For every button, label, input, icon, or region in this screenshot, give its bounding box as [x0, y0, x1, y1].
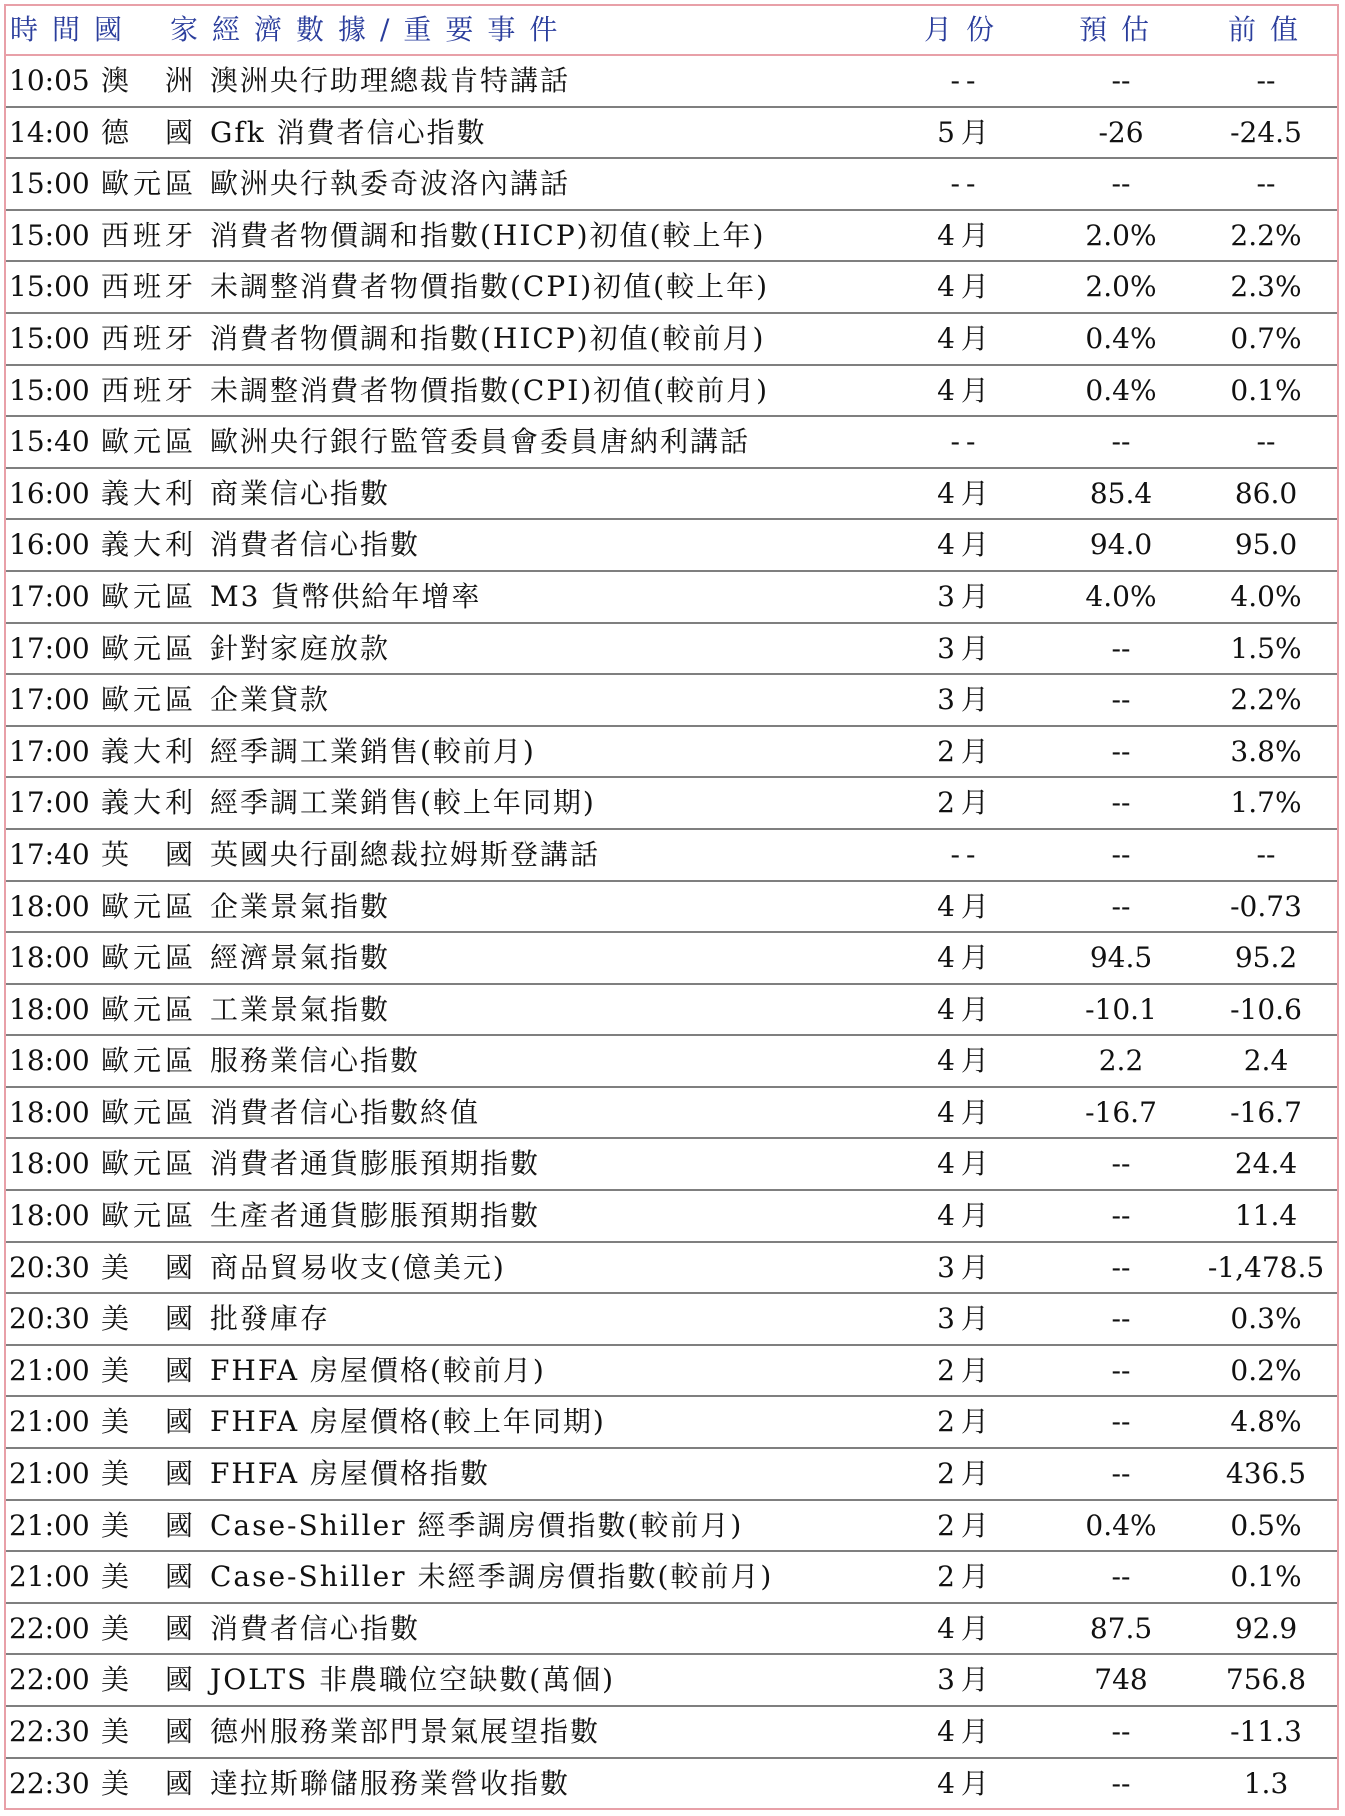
event-cell: 商業信心指數	[210, 476, 391, 510]
table-row	[6, 830, 1337, 882]
time-cell: 18:00	[9, 1044, 90, 1078]
event-cell: FHFA 房屋價格指數	[210, 1457, 490, 1491]
country-cell: 美 國	[101, 1353, 198, 1387]
country-cell: 義大利	[101, 786, 198, 820]
table-row	[6, 1036, 1337, 1088]
month-cell: 2月	[937, 1508, 995, 1542]
table-row	[6, 1191, 1337, 1243]
time-cell: 21:00	[9, 1405, 90, 1439]
forecast-cell: --	[1111, 1250, 1131, 1284]
header-month: 月份	[924, 13, 1009, 46]
country-cell: 西班牙	[101, 321, 198, 355]
previous-cell: 95.2	[1234, 941, 1298, 975]
forecast-cell: -26	[1098, 115, 1144, 149]
previous-cell: 4.8%	[1230, 1405, 1302, 1439]
table-row	[6, 1139, 1337, 1191]
table-row	[6, 1604, 1337, 1656]
header-forecast: 預估	[1079, 13, 1164, 46]
table-row	[6, 211, 1337, 263]
forecast-cell: --	[1111, 1715, 1131, 1748]
table-row	[6, 1552, 1337, 1604]
forecast-cell: 94.5	[1089, 941, 1153, 975]
previous-cell: 0.3%	[1230, 1302, 1302, 1336]
previous-cell: 436.5	[1225, 1457, 1307, 1491]
time-cell: 15:00	[9, 167, 90, 201]
forecast-cell: 2.2	[1098, 1044, 1144, 1078]
country-cell: 西班牙	[101, 218, 198, 252]
event-cell: JOLTS 非農職位空缺數(萬個)	[210, 1663, 616, 1697]
table-row	[6, 56, 1337, 108]
time-cell: 15:00	[9, 321, 90, 355]
forecast-cell: -16.7	[1085, 1095, 1157, 1129]
forecast-cell: 4.0%	[1085, 579, 1157, 613]
event-cell: 消費者信心指數終值	[210, 1095, 481, 1129]
month-cell: 4月	[937, 1766, 995, 1800]
forecast-cell: --	[1111, 837, 1131, 871]
forecast-cell: --	[1111, 1353, 1131, 1387]
country-cell: 西班牙	[101, 270, 198, 304]
time-cell: 21:00	[9, 1508, 90, 1542]
forecast-cell: 2.0%	[1085, 218, 1157, 252]
month-cell: 4月	[937, 1095, 995, 1129]
time-cell: 15:00	[9, 373, 90, 407]
forecast-cell: --	[1111, 425, 1131, 459]
previous-cell: 24.4	[1234, 1147, 1298, 1181]
previous-cell: 2.2%	[1230, 683, 1302, 717]
previous-cell: --	[1256, 64, 1276, 97]
table-header	[6, 6, 1337, 56]
table-row	[6, 159, 1337, 211]
previous-cell: 4.0%	[1230, 579, 1302, 613]
forecast-cell: --	[1111, 631, 1131, 665]
month-cell: 2月	[937, 734, 995, 768]
table-body	[6, 56, 1337, 1810]
event-cell: FHFA 房屋價格(較上年同期)	[210, 1405, 606, 1439]
forecast-cell: --	[1111, 1405, 1131, 1439]
month-cell: 4月	[937, 373, 995, 407]
event-cell: 批發庫存	[210, 1302, 331, 1336]
country-cell: 歐元區	[101, 1044, 198, 1078]
month-cell: 2月	[937, 1353, 995, 1387]
forecast-cell: --	[1111, 1147, 1131, 1181]
previous-cell: -16.7	[1230, 1095, 1302, 1129]
month-cell: --	[950, 167, 982, 201]
time-cell: 21:00	[9, 1560, 90, 1594]
table-row	[6, 675, 1337, 727]
country-cell: 美 國	[101, 1457, 198, 1491]
time-cell: 17:00	[9, 786, 90, 820]
previous-cell: 86.0	[1234, 476, 1298, 510]
month-cell: 3月	[937, 631, 995, 665]
previous-cell: -10.6	[1230, 992, 1302, 1026]
previous-cell: 0.2%	[1230, 1353, 1302, 1387]
time-cell: 15:00	[9, 218, 90, 252]
previous-cell: --	[1256, 837, 1276, 871]
time-cell: 22:30	[9, 1766, 90, 1800]
event-cell: Gfk 消費者信心指數	[210, 115, 487, 149]
time-cell: 22:30	[9, 1715, 90, 1748]
forecast-cell: --	[1111, 1560, 1131, 1594]
time-cell: 21:00	[9, 1353, 90, 1387]
time-cell: 10:05	[9, 64, 90, 97]
month-cell: 4月	[937, 270, 995, 304]
previous-cell: --	[1256, 167, 1276, 201]
forecast-cell: --	[1111, 734, 1131, 768]
country-cell: 美 國	[101, 1250, 198, 1284]
event-cell: 歐洲央行執委奇波洛內講話	[210, 167, 571, 201]
forecast-cell: --	[1111, 786, 1131, 820]
country-cell: 美 國	[101, 1560, 198, 1594]
time-cell: 18:00	[9, 1095, 90, 1129]
event-cell: FHFA 房屋價格(較前月)	[210, 1353, 546, 1387]
previous-cell: 0.1%	[1230, 1560, 1302, 1594]
table-row	[6, 624, 1337, 676]
country-cell: 美 國	[101, 1766, 198, 1800]
month-cell: 4月	[937, 1044, 995, 1078]
event-cell: 消費者通貨膨脹預期指數	[210, 1147, 541, 1181]
month-cell: 2月	[937, 1457, 995, 1491]
country-cell: 澳 洲	[101, 64, 198, 97]
previous-cell: 2.3%	[1230, 270, 1302, 304]
time-cell: 17:40	[9, 837, 90, 871]
table-row	[6, 727, 1337, 779]
previous-cell: --	[1256, 425, 1276, 459]
previous-cell: 0.5%	[1230, 1508, 1302, 1542]
event-cell: 消費者物價調和指數(HICP)初值(較上年)	[210, 218, 766, 252]
header-event: 家經濟數據/重要事件	[170, 13, 572, 46]
month-cell: 4月	[937, 476, 995, 510]
previous-cell: -0.73	[1230, 889, 1302, 923]
month-cell: 4月	[937, 941, 995, 975]
table-row	[6, 314, 1337, 366]
month-cell: 4月	[937, 528, 995, 562]
month-cell: 3月	[937, 683, 995, 717]
forecast-cell: 2.0%	[1085, 270, 1157, 304]
country-cell: 義大利	[101, 734, 198, 768]
country-cell: 歐元區	[101, 579, 198, 613]
time-cell: 17:00	[9, 579, 90, 613]
previous-cell: 756.8	[1225, 1663, 1307, 1697]
country-cell: 歐元區	[101, 425, 198, 459]
time-cell: 18:00	[9, 1147, 90, 1181]
table-row	[6, 417, 1337, 469]
table-row	[6, 520, 1337, 572]
time-cell: 18:00	[9, 941, 90, 975]
time-cell: 16:00	[9, 528, 90, 562]
time-cell: 17:00	[9, 734, 90, 768]
country-cell: 美 國	[101, 1302, 198, 1336]
forecast-cell: 0.4%	[1085, 1508, 1157, 1542]
event-cell: 商品貿易收支(億美元)	[210, 1250, 506, 1284]
table-row	[6, 1759, 1337, 1811]
table-row	[6, 1294, 1337, 1346]
month-cell: --	[950, 837, 982, 871]
month-cell: --	[950, 64, 982, 97]
time-cell: 18:00	[9, 992, 90, 1026]
forecast-cell: --	[1111, 1766, 1131, 1800]
forecast-cell: --	[1111, 1199, 1131, 1233]
event-cell: 澳洲央行助理總裁肯特講話	[210, 64, 571, 97]
month-cell: 4月	[937, 1199, 995, 1233]
event-cell: 企業景氣指數	[210, 889, 391, 923]
country-cell: 英 國	[101, 837, 198, 871]
country-cell: 歐元區	[101, 992, 198, 1026]
event-cell: 德州服務業部門景氣展望指數	[210, 1715, 601, 1748]
table-row	[6, 882, 1337, 934]
forecast-cell: 748	[1094, 1663, 1148, 1697]
table-row	[6, 1707, 1337, 1759]
country-cell: 歐元區	[101, 167, 198, 201]
event-cell: 英國央行副總裁拉姆斯登講話	[210, 837, 601, 871]
table-row	[6, 1449, 1337, 1501]
event-cell: 消費者物價調和指數(HICP)初值(較前月)	[210, 321, 766, 355]
previous-cell: 1.7%	[1230, 786, 1302, 820]
month-cell: 4月	[937, 321, 995, 355]
month-cell: 2月	[937, 786, 995, 820]
month-cell: 4月	[937, 1611, 995, 1645]
forecast-cell: -10.1	[1085, 992, 1157, 1026]
event-cell: 企業貸款	[210, 683, 331, 717]
forecast-cell: --	[1111, 683, 1131, 717]
table-row	[6, 469, 1337, 521]
time-cell: 14:00	[9, 115, 90, 149]
country-cell: 歐元區	[101, 1095, 198, 1129]
event-cell: 經季調工業銷售(較上年同期)	[210, 786, 596, 820]
header-previous: 前值	[1228, 13, 1313, 46]
time-cell: 22:00	[9, 1611, 90, 1645]
time-cell: 21:00	[9, 1457, 90, 1491]
table-row	[6, 108, 1337, 160]
previous-cell: -1,478.5	[1207, 1250, 1325, 1284]
previous-cell: -11.3	[1230, 1715, 1302, 1748]
month-cell: 3月	[937, 579, 995, 613]
event-cell: 工業景氣指數	[210, 992, 391, 1026]
forecast-cell: 85.4	[1089, 476, 1153, 510]
event-cell: 消費者信心指數	[210, 1611, 421, 1645]
table-row	[6, 1501, 1337, 1553]
time-cell: 16:00	[9, 476, 90, 510]
time-cell: 20:30	[9, 1302, 90, 1336]
table-row	[6, 262, 1337, 314]
forecast-cell: --	[1111, 889, 1131, 923]
table-row	[6, 1397, 1337, 1449]
event-cell: Case-Shiller 未經季調房價指數(較前月)	[210, 1560, 774, 1594]
table-row	[6, 933, 1337, 985]
time-cell: 17:00	[9, 631, 90, 665]
month-cell: 3月	[937, 1302, 995, 1336]
country-cell: 歐元區	[101, 631, 198, 665]
forecast-cell: --	[1111, 1302, 1131, 1336]
table-row	[6, 1243, 1337, 1295]
country-cell: 歐元區	[101, 683, 198, 717]
forecast-cell: --	[1111, 167, 1131, 201]
previous-cell: 1.5%	[1230, 631, 1302, 665]
previous-cell: 11.4	[1234, 1199, 1298, 1233]
month-cell: 4月	[937, 1715, 995, 1748]
time-cell: 18:00	[9, 889, 90, 923]
country-cell: 德 國	[101, 115, 198, 149]
previous-cell: 0.1%	[1230, 373, 1302, 407]
event-cell: 經季調工業銷售(較前月)	[210, 734, 536, 768]
forecast-cell: --	[1111, 64, 1131, 97]
previous-cell: -24.5	[1230, 115, 1302, 149]
month-cell: 4月	[937, 992, 995, 1026]
event-cell: 未調整消費者物價指數(CPI)初值(較前月)	[210, 373, 770, 407]
country-cell: 義大利	[101, 528, 198, 562]
previous-cell: 2.4	[1243, 1044, 1289, 1078]
table-row	[6, 778, 1337, 830]
country-cell: 歐元區	[101, 941, 198, 975]
month-cell: 2月	[937, 1560, 995, 1594]
country-cell: 歐元區	[101, 889, 198, 923]
time-cell: 18:00	[9, 1199, 90, 1233]
forecast-cell: 94.0	[1089, 528, 1153, 562]
event-cell: Case-Shiller 經季調房價指數(較前月)	[210, 1508, 744, 1542]
forecast-cell: --	[1111, 1457, 1131, 1491]
table-row	[6, 572, 1337, 624]
time-cell: 20:30	[9, 1250, 90, 1284]
event-cell: 達拉斯聯儲服務業營收指數	[210, 1766, 571, 1800]
event-cell: 生產者通貨膨脹預期指數	[210, 1199, 541, 1233]
country-cell: 義大利	[101, 476, 198, 510]
month-cell: --	[950, 425, 982, 459]
country-cell: 美 國	[101, 1715, 198, 1748]
time-cell: 15:00	[9, 270, 90, 304]
previous-cell: 95.0	[1234, 528, 1298, 562]
table-row	[6, 1655, 1337, 1707]
country-cell: 西班牙	[101, 373, 198, 407]
previous-cell: 0.7%	[1230, 321, 1302, 355]
event-cell: 經濟景氣指數	[210, 941, 391, 975]
forecast-cell: 0.4%	[1085, 373, 1157, 407]
event-cell: M3 貨幣供給年增率	[210, 579, 482, 613]
table-row	[6, 1346, 1337, 1398]
time-cell: 22:00	[9, 1663, 90, 1697]
time-cell: 17:00	[9, 683, 90, 717]
event-cell: 未調整消費者物價指數(CPI)初值(較上年)	[210, 270, 770, 304]
table-row	[6, 366, 1337, 418]
event-cell: 服務業信心指數	[210, 1044, 421, 1078]
country-cell: 美 國	[101, 1663, 198, 1697]
country-cell: 歐元區	[101, 1147, 198, 1181]
month-cell: 4月	[937, 1147, 995, 1181]
time-cell: 15:40	[9, 425, 90, 459]
forecast-cell: 87.5	[1089, 1611, 1153, 1645]
table-row	[6, 985, 1337, 1037]
previous-cell: 3.8%	[1230, 734, 1302, 768]
previous-cell: 2.2%	[1230, 218, 1302, 252]
previous-cell: 1.3	[1243, 1766, 1289, 1800]
forecast-cell: 0.4%	[1085, 321, 1157, 355]
month-cell: 4月	[937, 218, 995, 252]
month-cell: 3月	[937, 1250, 995, 1284]
event-cell: 針對家庭放款	[210, 631, 391, 665]
event-cell: 消費者信心指數	[210, 528, 421, 562]
month-cell: 4月	[937, 889, 995, 923]
event-cell: 歐洲央行銀行監管委員會委員唐納利講話	[210, 425, 751, 459]
country-cell: 美 國	[101, 1508, 198, 1542]
previous-cell: 92.9	[1234, 1611, 1298, 1645]
country-cell: 美 國	[101, 1611, 198, 1645]
table-row	[6, 1088, 1337, 1140]
month-cell: 3月	[937, 1663, 995, 1697]
country-cell: 美 國	[101, 1405, 198, 1439]
header-time-country: 時間國	[10, 13, 137, 46]
month-cell: 2月	[937, 1405, 995, 1439]
country-cell: 歐元區	[101, 1199, 198, 1233]
month-cell: 5月	[937, 115, 995, 149]
